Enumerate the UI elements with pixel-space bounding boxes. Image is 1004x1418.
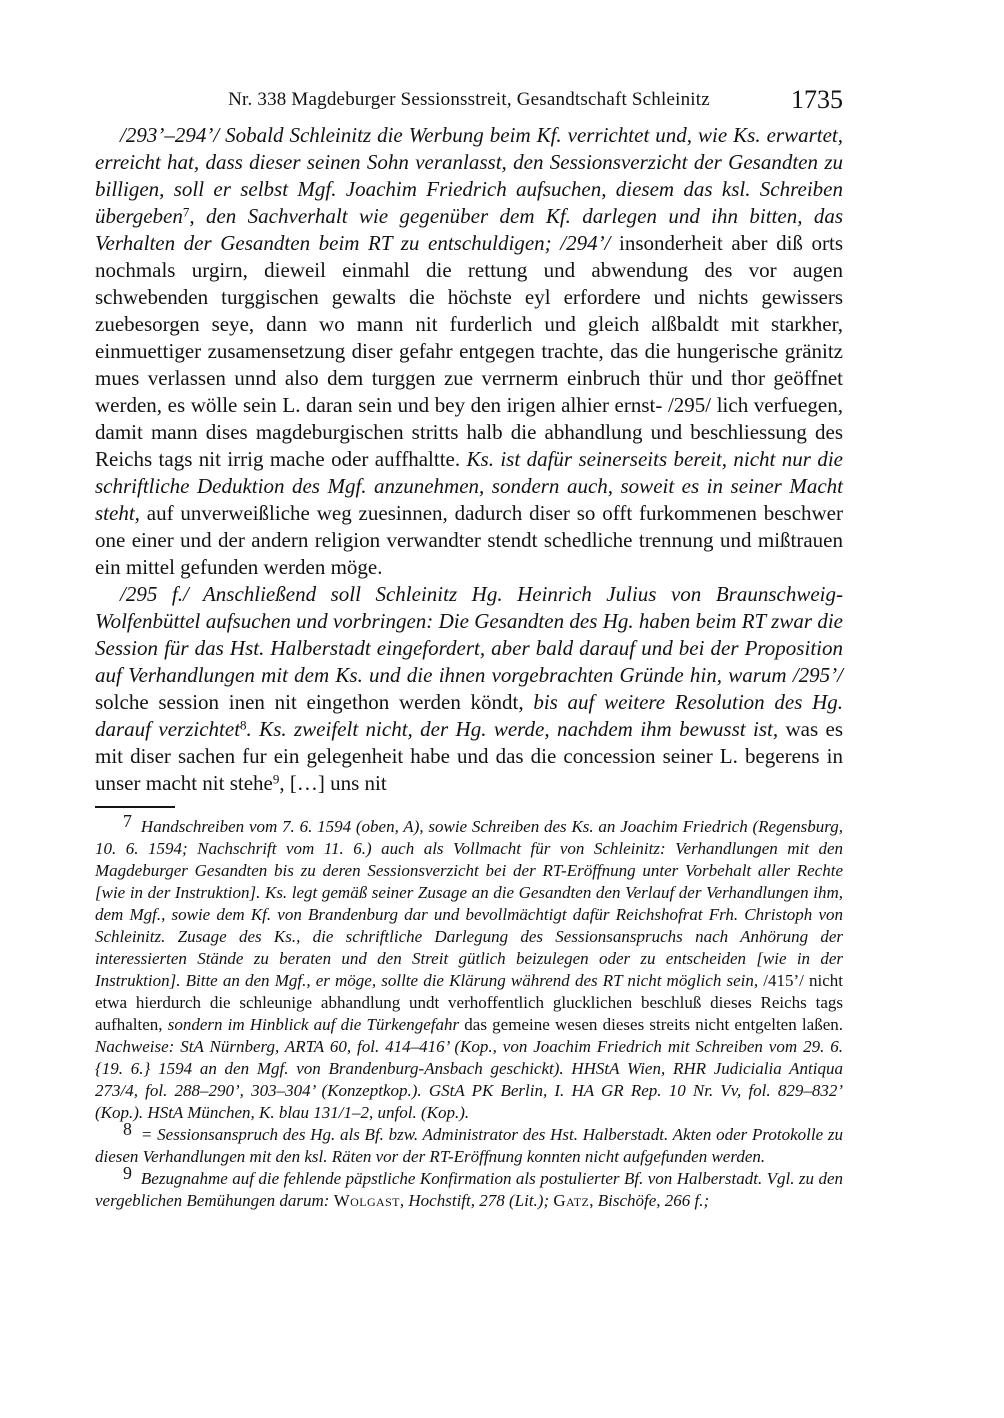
footnote-8-marker: 8 [123,1119,132,1140]
footnote-8-text [95,1125,843,1166]
text-segment: Nachweise: StA Nürnberg, ARTA 60, fol. 414–416’ (Kop., von Joachim Friedrich mit Schreiben vom 29. 6. {19. 6.} 1594 an den Mgf. von Brandenburg-Ansbach geschickt). HHStA Wien, RHR Judicialia Antiqua 273/4, fol. 288–290’, 303–304’ (Konzeptkop.). GStA PK Berlin, I. HA GR Rep. 10 Nr. Vv, fol. 829–832’ (Kop.). HStA München, K. blau 131/1–2, unfol. (Kop.). [95,1037,843,1122]
running-head: Nr. 338 Magdeburger Sessionsstreit, Gesandtschaft Schleinitz [228,89,710,110]
text-segment: was es mit diser sachen fur ein gelegenheit habe und das die concession seiner L. begerens in unser macht nit stehe [95,717,844,795]
paragraph-summary-duke [95,581,843,797]
text-segment: Gatz [553,1191,590,1210]
footnote-7-text [95,817,843,1122]
text-segment: Ks. ist dafür seinerseits bereit, nicht nur die schriftliche Deduktion des Mgf. anzunehmen, sondern auch, soweit es in seiner Macht steht, [95,447,843,525]
main-text [95,122,843,797]
footnote-7-marker: 7 [123,811,132,832]
text-segment: Handschreiben vom 7. 6. 1594 (oben, A), sowie Schreiben des Ks. an Joachim Friedrich (Regensburg, 10. 6. 1594; Nachschrift vom 11. 6.) auch als Vollmacht für von Schleinitz: Verhandlungen mit den Magdeburger Gesandten bis zu deren Sessionsverzicht bei der RT-Eröffnung unter Vorbehalt aller Rechte [wie in der Instruktion]. Ks. legt gemäß seiner Zusage an die Gesandten den Verlauf der Verhandlungen ihm, dem Mgf., sowie dem Kf. von Brandenburg dar und bevollmächtigt dafür Reichshofrat Frh. Christoph von Schleinitz. Zusage des Ks., die schriftliche Darlegung des Sessionsanspruchs nach Anhörung der interessierten Stände zu beraten und den Streit gütlich beizulegen oder zu entscheiden [wie in der Instruktion]. Bitte an den Mgf., er möge, sollte die Klärung während des RT nicht möglich sein, [95,817,843,990]
text-segment: 7 [182,204,190,220]
footnote-separator [95,806,175,808]
text-segment: Bezugnahme auf die fehlende päpstliche Konfirmation als postulierter Bf. von Halberstadt. Vgl. zu den vergeblichen Bemühungen darum: [95,1169,843,1210]
text-segment: solche session inen nit eingethon werden köndt, [95,690,534,714]
footnote-9 [95,1163,843,1212]
text-segment: insonderheit aber diß orts nochmals urgirn, dieweil einmahl die rettung und abwendung des vor augen schwebenden turggischen gewalts die höchste eyl erfordere und nichts gewissers zuebesorgen seye, dann wo mann nit furderlich und gleich alßbaldt mit starkher, einmuettiger zusamensetzung diser gefahr entgegen trachte, das die hungerische gränitz mues verlassen unnd also dem turggen zue verrnerm einbruch thür und thor geöffnet werden, es wölle sein L. daran sein und bey den irigen alhier ernst- /295/ lich verfuegen, damit mann dises magdeburgischen stritts halb die abhandlung und beschliessung des Reichs tags nit irrig mache oder auffhaltte. [95,231,844,471]
footnote-9-text [95,1169,843,1210]
text-segment: . Ks. zweifelt nicht, der Hg. werde, nachdem ihm bewusst ist, [246,717,786,741]
text-segment: 8 [240,717,247,733]
footnote-7 [95,811,843,1124]
footnotes-section [95,811,843,1212]
paragraph-summary-elector [95,122,843,581]
text-segment: /295 f./ Anschließend soll Schleinitz Hg. Heinrich Julius von Braunschweig-Wolfenbüttel aufsuchen und vorbringen: Die Gesandten des Hg. haben beim RT zwar die Session für das Hst. Halberstadt eingefordert, aber bald darauf und bei der Proposition auf Verhandlungen mit dem Ks. und die ihnen vorgebrachten Gründe hin, warum /295’/ [95,582,843,687]
footnote-8 [95,1119,843,1168]
text-segment: 9 [272,771,280,787]
text-segment: das gemeine wesen dieses streits nicht entgelten laßen. [464,1015,843,1034]
text-segment: Wolgast [333,1191,400,1210]
text-segment: = Sessionsanspruch des Hg. als Bf. bzw. Administrator des Hst. Halberstadt. Akten oder Protokolle zu diesen Verhandlungen mit den ksl. Räten vor der RT-Eröffnung konnten nicht aufgefunden werden. [95,1125,843,1166]
text-segment: auf unverweißliche weg zuesinnen, dadurch diser so offt furkommenen beschwer one einer und der andern religion verwandter stendt schedliche trennung und mißtrauen ein mittel gefunden werden möge. [95,501,843,579]
page-number: 1735 [791,85,843,114]
text-segment: , […] uns nit [279,771,387,795]
text-segment: bis auf weitere Resolution des Hg. darauf verzichtet [95,690,843,741]
text-segment: /293’–294’/ Sobald Schleinitz die Werbung beim Kf. verrichtet und, wie Ks. erwartet, erreicht hat, dass dieser seinen Sohn veranlasst, den Sessionsverzicht der Gesandten zu billigen, soll er selbst Mgf. Joachim Friedrich aufsuchen, diesem das ksl. Schreiben übergeben [95,123,843,228]
text-segment: , den Sachverhalt wie gegenüber dem Kf. darlegen und ihn bitten, das Verhalten der Gesandten beim RT zu entschuldigen; /294’/ [95,204,843,255]
text-segment: , Hochstift, 278 (Lit.); [399,1191,554,1210]
text-segment: sondern im Hinblick auf die Türkengefahr [167,1015,465,1034]
text-segment: /415’/ nicht etwa hierdurch die schleunige abhandlung undt verhoffentlich glucklichen beschluß dieses Reichs tags aufhalten, [95,971,843,1034]
footnote-9-marker: 9 [123,1163,132,1184]
text-segment: , Bischöfe, 266 f.; [589,1191,710,1210]
page-header [95,84,843,112]
